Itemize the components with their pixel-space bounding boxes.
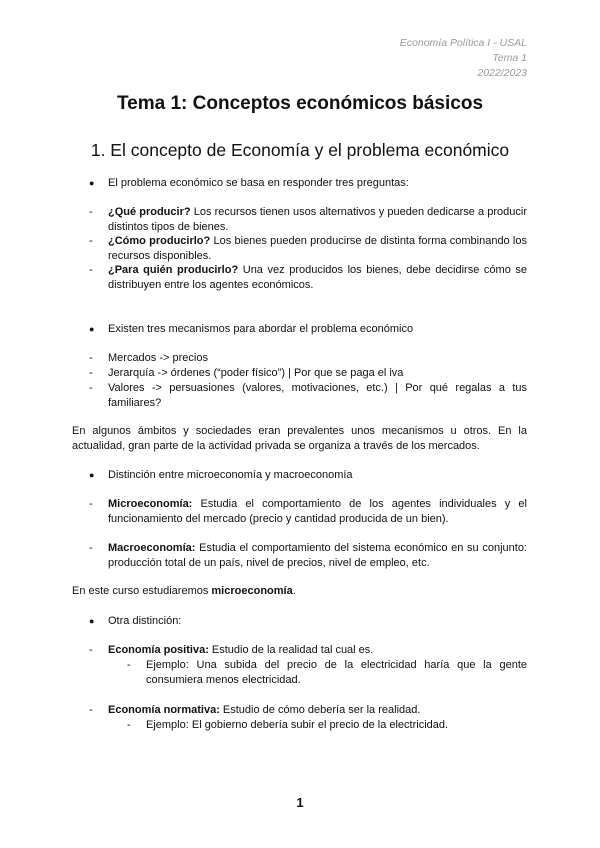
dash-marker: - [89, 367, 93, 379]
header-year: 2022/2023 [477, 67, 527, 79]
dash-marker: - [89, 352, 93, 364]
page-header [400, 36, 527, 81]
definition-term: Economía normativa: [108, 704, 220, 716]
question-text: Los bienes pueden producirse de distinta forma combinando los recursos disponibles. [108, 235, 527, 262]
definition-term: Microeconomía: [108, 498, 193, 510]
bullet-marker: ● [89, 616, 95, 626]
dash-marker: - [89, 498, 93, 510]
bullet-text: Existen tres mecanismos para abordar el problema económico [108, 323, 414, 335]
dash-marker: - [89, 382, 93, 394]
mechanism-item [89, 381, 527, 411]
bullet-marker: ● [89, 324, 95, 334]
paragraph: En algunos ámbitos y sociedades eran prevalentes unos mecanismos u otros. En la actualidad, gran parte de la actividad privada se organiza a través de los mercados. [72, 425, 527, 452]
dash-marker: - [127, 719, 131, 731]
paragraph-emphasis: microeconomía [211, 585, 293, 597]
page-number: 1 [296, 795, 304, 810]
definition-item [89, 643, 527, 658]
definition-term: Economía positiva: [108, 644, 209, 656]
document-title: Tema 1: Conceptos económicos básicos [116, 93, 484, 114]
dash-marker: - [89, 206, 93, 218]
question-title: ¿Cómo producirlo? [108, 235, 211, 247]
dash-marker: - [89, 264, 93, 276]
question-title: ¿Qué producir? [108, 206, 191, 218]
example-item [127, 718, 527, 733]
example-item [127, 658, 527, 688]
question-item [89, 205, 527, 235]
dash-marker: - [89, 542, 93, 554]
example-text: Ejemplo: Una subida del precio de la electricidad haría que la gente consumiera menos electricidad. [146, 659, 527, 686]
bullet-marker: ● [89, 178, 95, 188]
question-item [89, 263, 527, 293]
paragraph-text: En este curso estudiaremos [72, 585, 212, 597]
paragraph-end: . [292, 585, 296, 597]
example-text: Ejemplo: El gobierno debería subir el precio de la electricidad. [146, 719, 449, 731]
mechanism-text: Valores -> persuasiones (valores, motivaciones, etc.) | Por qué regalas a tus familiares? [108, 382, 527, 409]
mechanism-text: Mercados -> precios [108, 352, 208, 364]
definition-text: Estudia el comportamiento de los agentes individuales y el funcionamiento del mercado (precio y cantidad producida de un bien). [108, 498, 527, 525]
question-text: Los recursos tienen usos alternativos y pueden dedicarse a producir distintos tipos de bienes. [108, 206, 527, 233]
question-text: Una vez producidos los bienes, debe decidirse cómo se distribuyen entre los agentes económicos. [108, 264, 528, 291]
section-heading: 1. El concepto de Economía y el problema económico [90, 140, 510, 160]
definition-item [89, 497, 527, 527]
bullet-text: Distinción entre microeconomía y macroeconomía [108, 469, 353, 481]
definition-item [89, 703, 527, 718]
paragraph [72, 584, 527, 599]
bullet-marker: ● [89, 470, 95, 480]
bullet-text: Otra distinción: [108, 615, 182, 627]
dash-marker: - [127, 659, 131, 671]
definition-text: Estudio de cómo debería ser la realidad. [219, 704, 421, 716]
question-title: ¿Para quién producirlo? [108, 264, 239, 276]
question-item [89, 234, 527, 264]
mechanism-item [89, 351, 527, 366]
mechanism-text: Jerarquía -> órdenes (“poder físico”) | Por que se paga el iva [108, 367, 404, 379]
dash-marker: - [89, 644, 93, 656]
header-topic: Tema 1 [492, 52, 527, 64]
header-course: Economía Política I - USAL [399, 37, 527, 49]
bullet-text: El problema económico se basa en responder tres preguntas: [108, 177, 409, 189]
definition-item [89, 541, 527, 571]
definition-term: Macroeconomía: [108, 542, 196, 554]
dash-marker: - [89, 235, 93, 247]
definition-text: Estudio de la realidad tal cual es. [208, 644, 374, 656]
mechanism-item [89, 366, 527, 381]
definition-text: Estudia el comportamiento del sistema económico en su conjunto: producción total de un país, nivel de precios, nivel de empleo, etc. [108, 542, 527, 569]
dash-marker: - [89, 704, 93, 716]
